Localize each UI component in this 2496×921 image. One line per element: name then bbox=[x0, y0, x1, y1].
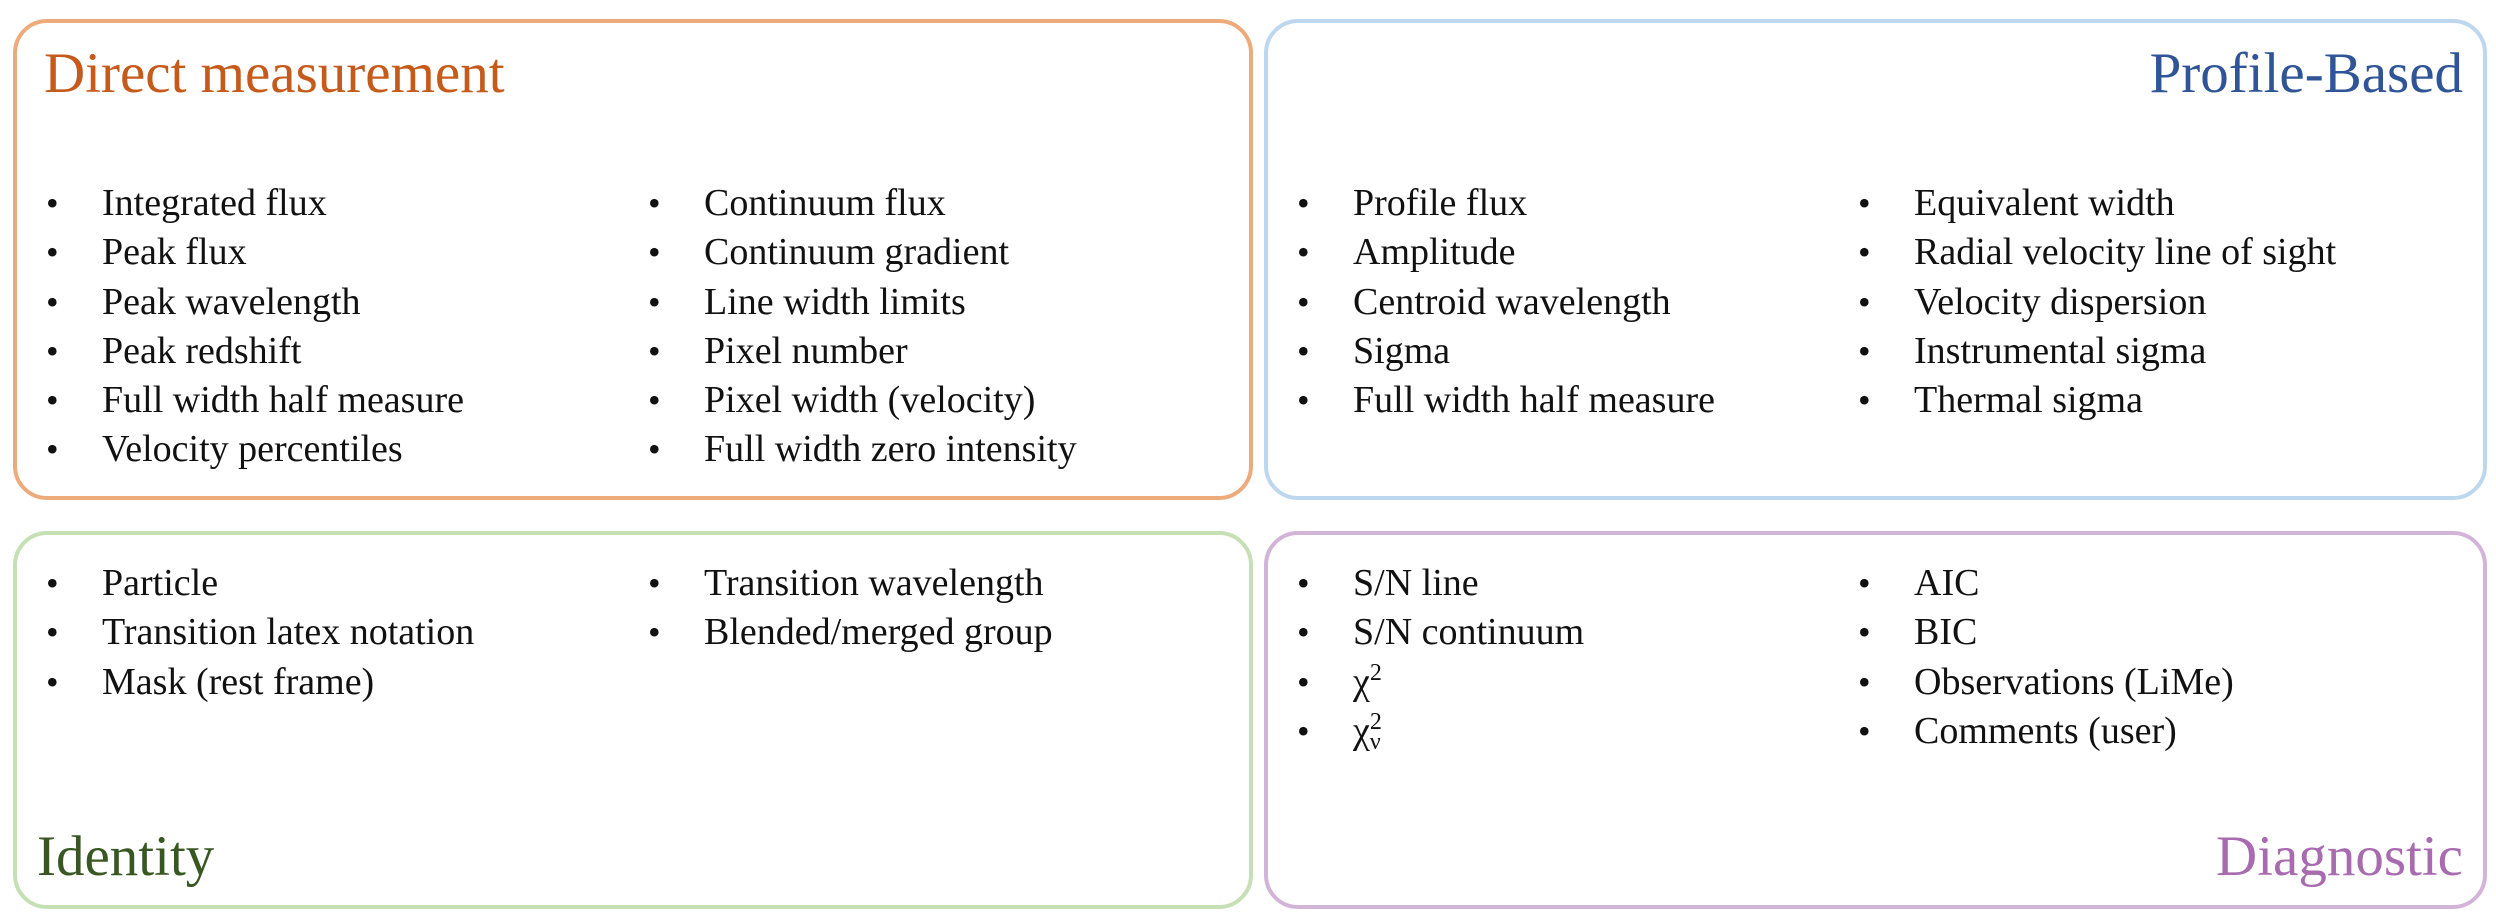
list-item: • Comments (user) bbox=[1856, 707, 2234, 756]
list-item: • Integrated flux bbox=[44, 179, 464, 228]
list-item: • AIC bbox=[1856, 559, 2234, 608]
list-item: • Continuum flux bbox=[646, 179, 1077, 228]
list-item: • Full width zero intensity bbox=[646, 425, 1077, 474]
profile-based-list-right bbox=[1856, 179, 2336, 425]
list-item: • BIC bbox=[1856, 608, 2234, 657]
direct-measurement-list-right bbox=[646, 179, 1077, 475]
list-item: • Blended/merged group bbox=[646, 608, 1053, 657]
list-item: • Peak redshift bbox=[44, 327, 464, 376]
list-item: • Pixel width (velocity) bbox=[646, 376, 1077, 425]
identity-list-left bbox=[44, 559, 474, 707]
reduced-chi-squared-exponent: 2 bbox=[1369, 708, 1382, 735]
list-item: • Pixel number bbox=[646, 327, 1077, 376]
reduced-chi-squared-item bbox=[1295, 707, 1584, 756]
profile-based-list-left bbox=[1295, 179, 1715, 425]
list-item: • Particle bbox=[44, 559, 474, 608]
reduced-chi-squared-subscript: ν bbox=[1369, 728, 1381, 755]
list-item: • Peak flux bbox=[44, 228, 464, 277]
list-item: • S/N continuum bbox=[1295, 608, 1584, 657]
diagnostic-title: Diagnostic bbox=[2216, 825, 2463, 888]
diagnostic-list-left bbox=[1295, 559, 1584, 756]
diagnostic-list-right bbox=[1856, 559, 2234, 756]
list-item: • Velocity dispersion bbox=[1856, 278, 2336, 327]
list-item: • Mask (rest frame) bbox=[44, 658, 474, 707]
list-item: • Continuum gradient bbox=[646, 228, 1077, 277]
list-item: • Peak wavelength bbox=[44, 278, 464, 327]
list-item: • Transition latex notation bbox=[44, 608, 474, 657]
list-item: • Full width half measure bbox=[44, 376, 464, 425]
list-item: • Profile flux bbox=[1295, 179, 1715, 228]
diagnostic-panel bbox=[1264, 531, 2487, 909]
list-item: • Thermal sigma bbox=[1856, 376, 2336, 425]
list-item: • Centroid wavelength bbox=[1295, 278, 1715, 327]
profile-based-panel bbox=[1264, 19, 2487, 500]
chi-squared-exponent: 2 bbox=[1369, 659, 1382, 686]
direct-measurement-list-left bbox=[44, 179, 464, 475]
list-item: • Line width limits bbox=[646, 278, 1077, 327]
profile-based-title: Profile-Based bbox=[2149, 42, 2463, 105]
list-item: • S/N line bbox=[1295, 559, 1584, 608]
list-item: • Velocity percentiles bbox=[44, 425, 464, 474]
list-item: • Amplitude bbox=[1295, 228, 1715, 277]
list-item: • Instrumental sigma bbox=[1856, 327, 2336, 376]
list-item: • Transition wavelength bbox=[646, 559, 1053, 608]
chi-squared-item bbox=[1295, 658, 1584, 707]
list-item: • Radial velocity line of sight bbox=[1856, 228, 2336, 277]
list-item: • Observations (LiMe) bbox=[1856, 658, 2234, 707]
identity-title: Identity bbox=[37, 825, 215, 888]
identity-panel bbox=[13, 531, 1253, 909]
identity-list-right bbox=[646, 559, 1053, 658]
list-item: • Equivalent width bbox=[1856, 179, 2336, 228]
direct-measurement-panel bbox=[13, 19, 1253, 500]
chi-symbol: χ bbox=[1353, 660, 1370, 703]
list-item: • Sigma bbox=[1295, 327, 1715, 376]
chi-symbol: χ bbox=[1353, 709, 1370, 752]
direct-measurement-title: Direct measurement bbox=[44, 42, 505, 105]
list-item: • Full width half measure bbox=[1295, 376, 1715, 425]
